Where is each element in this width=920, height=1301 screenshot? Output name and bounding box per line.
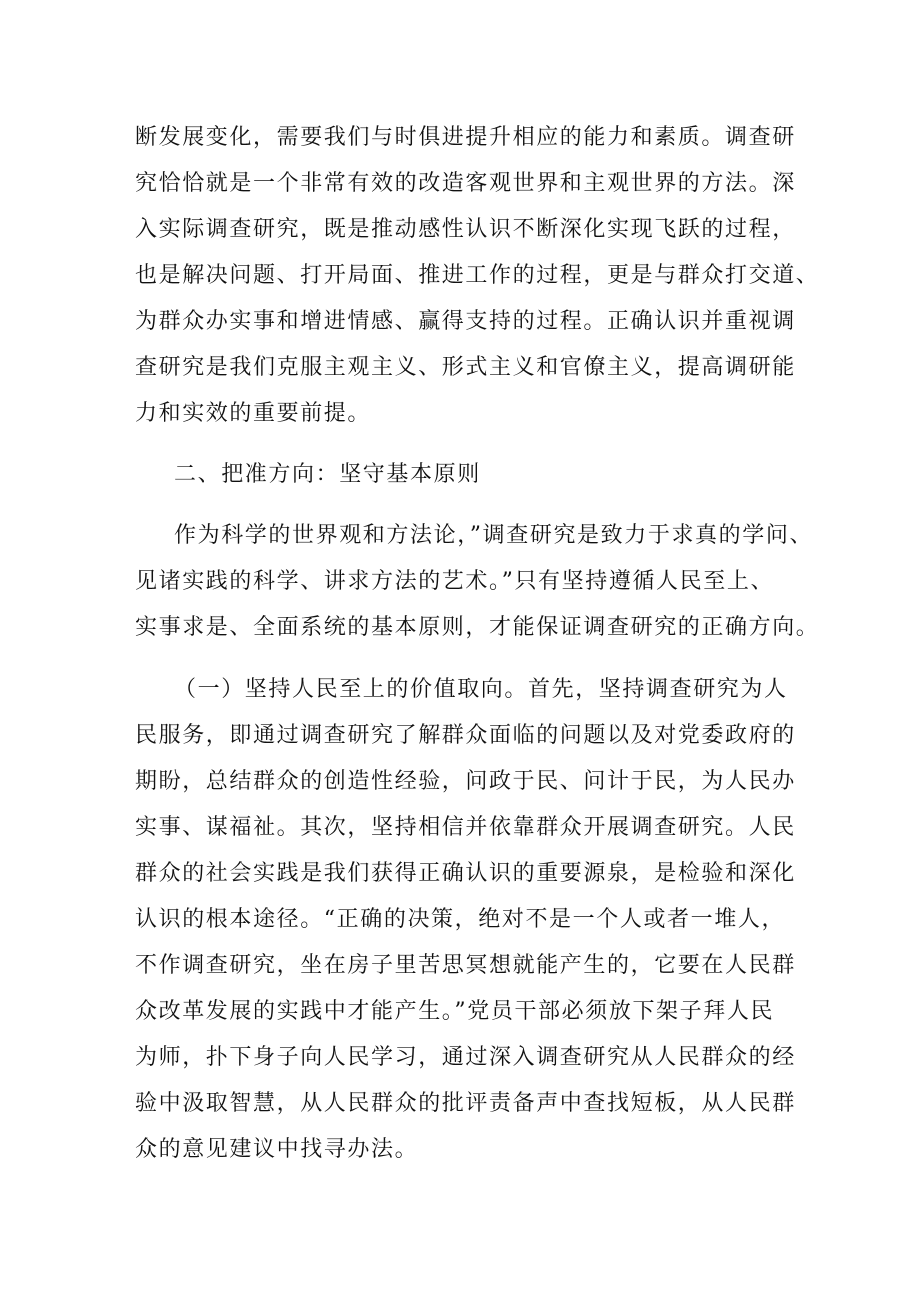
text-line: 实事、谋福祉。其次，坚持相信并依靠群众开展调查研究。人民 xyxy=(135,815,796,840)
text-line: 也是解决问题、打开局面、推进工作的过程，更是与群众打交道、 xyxy=(135,263,820,288)
text-line: 究恰恰就是一个非常有效的改造客观世界和主观世界的方法。深 xyxy=(135,171,796,196)
text-line: 验中汲取智慧，从人民群众的批评责备声中查找短板，从人民群 xyxy=(135,1091,796,1116)
text-line: 期盼，总结群众的创造性经验，问政于民、问计于民，为人民办 xyxy=(135,769,796,794)
text-line: 力和实效的重要前提。 xyxy=(135,401,372,426)
text-line: 为师，扑下身子向人民学习，通过深入调查研究从人民群众的经 xyxy=(135,1045,796,1070)
text-line: 入实际调查研究，既是推动感性认识不断深化实现飞跃的过程， xyxy=(135,217,796,242)
text-line: 认识的根本途径。“正确的决策，绝对不是一个人或者一堆人， xyxy=(135,907,786,932)
text-line: 见诸实践的科学、讲求方法的艺术。”只有坚持遵循人民至上、 xyxy=(135,569,775,594)
text-line: 民服务，即通过调查研究了解群众面临的问题以及对党委政府的 xyxy=(135,723,796,748)
text-line: 众的意见建议中找寻办法。 xyxy=(135,1137,419,1162)
text-line: 群众的社会实践是我们获得正确认识的重要源泉，是检验和深化 xyxy=(135,861,796,886)
text-line: 不作调查研究，坐在房子里苦思冥想就能产生的，它要在人民群 xyxy=(135,953,796,978)
section-heading: 二、把准方向：坚守基本原则 xyxy=(174,462,481,487)
text-line: 作为科学的世界观和方法论，”调查研究是致力于求真的学问、 xyxy=(174,523,814,548)
text-line: 断发展变化，需要我们与时俱进提升相应的能力和素质。调查研 xyxy=(135,125,796,150)
text-line: 众改革发展的实践中才能产生。”党员干部必须放下架子拜人民 xyxy=(135,999,775,1024)
text-line: 为群众办实事和增进情感、赢得支持的过程。正确认识并重视调 xyxy=(135,309,796,334)
text-line: （一）坚持人民至上的价值取向。首先，坚持调查研究为人 xyxy=(174,677,788,702)
text-line: 查研究是我们克服主观主义、形式主义和官僚主义，提高调研能 xyxy=(135,355,796,380)
text-line: 实事求是、全面系统的基本原则，才能保证调查研究的正确方向。 xyxy=(135,615,820,640)
